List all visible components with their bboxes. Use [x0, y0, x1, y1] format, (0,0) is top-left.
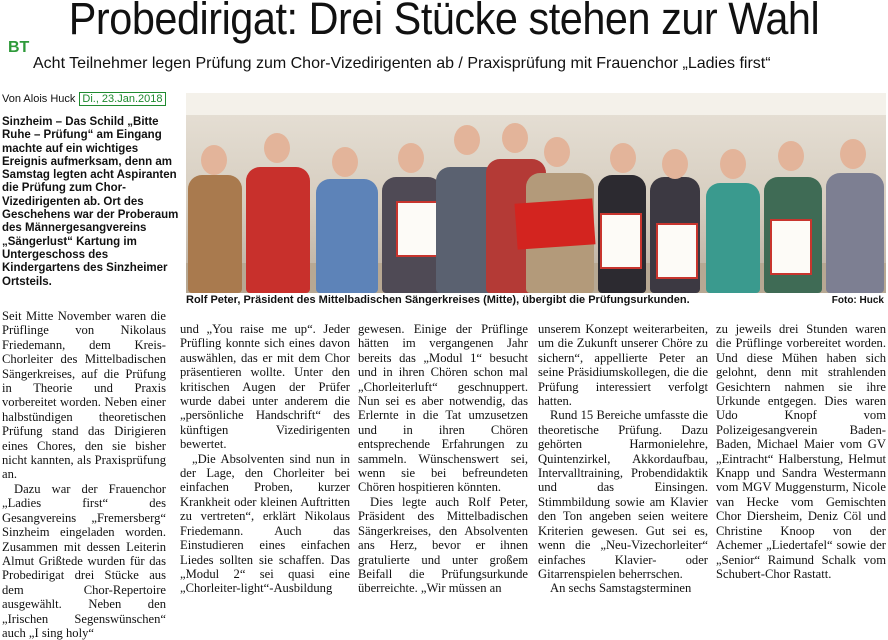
paragraph: unserem Konzept weiterarbeiten, um die Zukunft unserer Chöre zu sichern“, appellierte Peter an seine Präsidiumskollegen, die die Prüfung interessiert verfolgt hatten. — [538, 322, 708, 409]
article-column-2 — [180, 322, 350, 596]
person-head — [544, 137, 570, 167]
person-head — [720, 149, 746, 179]
person-head — [201, 145, 227, 175]
photo-ceiling — [186, 93, 886, 115]
person-head — [610, 143, 636, 173]
red-certificate-folder — [514, 198, 595, 249]
person-head — [840, 139, 866, 169]
article-column-4 — [538, 322, 708, 596]
certificate — [396, 201, 438, 257]
paragraph: gewesen. Einige der Prüflinge hätten im vergangenen Jahr bereits das „Modul 1“ besucht und in ihren Chören schon mal „Chorleiterluft“ geschnuppert. Nun sei es aber notwendig, das Erlernte in die Tat umzusetzen und in ihren Chören entsprechende Erfahrungen zu sammeln. Wünschenswert sei, wenn sie bei befreundeten Chören hospitieren könnten. — [358, 322, 528, 495]
photo-credit: Foto: Huck — [831, 295, 884, 306]
paragraph: und „You raise me up“. Jeder Prüfling konnte sich eines davon auswählen, das er mit dem Chor präsentieren wollte. Unter den kritischen Augen der Prüfer wurde dabei unter anderem die „persönliche Handschrift“ des künftigen Vizedirigenten bewertet. — [180, 322, 350, 452]
group-photo — [186, 93, 886, 293]
person-figure — [706, 183, 760, 293]
photo-caption: Rolf Peter, Präsident des Mittelbadischen Sängerkreises (Mitte), übergibt die Prüfungsurkunden. — [186, 294, 690, 306]
paragraph: Rund 15 Bereiche umfasste die theoretische Prüfung. Dazu gehörten Harmonielehre, Quintenzirkel, Akkordaufbau, Intervalltraining, Probendidaktik und das Einsingen. Stimmbildung sowie am Klavier den Ton angeben seien weitere Kriterien gewesen. Gut sei es, wenn die „Neu-Vizechorleiter“ einfaches Klavier- oder Gitarrenspielen beherrschen. — [538, 408, 708, 581]
paragraph: „Die Absolventen sind nun in der Lage, den Chorleiter bei einfachen Proben, kurzer Krankheit oder kleinen Auftritten zu vertreten“, erklärt Nikolaus Friedemann. Auch das Einstudieren eines einfachen Liedes sollten sie schaffen. Das „Modul 2“ sei quasi eine „Chorleiter-light“-Ausbildung — [180, 451, 350, 596]
newspaper-logo: BT — [8, 39, 30, 56]
paragraph: Seit Mitte November waren die Prüflinge von Nikolaus Friedemann, dem Kreis-Chorleiter des Mittelbadischen Sängerkreises, auf die Prüfung in Theorie und Praxis vorbereitet worden. Neben einer halbstündigen theoretischen Prüfung stand das Dirigieren eines Chores, den sie bisher nicht kannten, als Praxisprüfung an. — [2, 309, 166, 482]
article-column-3 — [358, 322, 528, 596]
certificate — [656, 223, 698, 279]
author: Von Alois Huck — [2, 93, 76, 105]
byline — [2, 93, 166, 105]
publication-date: Di., 23.Jan.2018 — [79, 92, 165, 106]
person-figure — [826, 173, 884, 293]
person-head — [398, 143, 424, 173]
paragraph: An sechs Samstagsterminen — [550, 581, 692, 596]
person-figure — [188, 175, 242, 293]
person-head — [662, 149, 688, 179]
person-figure — [316, 179, 378, 293]
headline: Probedirigat: Drei Stücke stehen zur Wahl — [68, 0, 820, 44]
paragraph: Dies legte auch Rolf Peter, Präsident des Mittelbadischen Sängerkreises, den Absolventen ans Herz, bevor er ihnen gratulierte und unter großem Beifall die Prüfungsurkunde überreichte. „Wir müssen an — [358, 494, 528, 596]
certificate — [770, 219, 812, 275]
lead-paragraph — [2, 116, 182, 289]
person-head — [778, 141, 804, 171]
person-head — [502, 123, 528, 153]
article-column-5 — [716, 322, 886, 581]
paragraph: zu jeweils drei Stunden waren die Prüflinge vorbereitet worden. Und diese Mühen haben sich gelohnt, denn mit strahlenden Gesichtern nahmen sie ihre Urkunde entgegen. Dies waren Udo Knopf vom Polizeigesangverein Baden-Baden, Michael Maier vom GV „Eintracht“ Halberstung, Helmut Knapp und Sandra Westermann vom MGV Muggensturm, Nicole van Hecke vom Gemischten Chor Diersheim, Deniz Cöl und Christine Knoop von der Achemer „Liedertafel“ sowie der „Senior“ Raimund Schalk vom Schubert-Chor Rastatt. — [716, 322, 886, 581]
subheadline: Acht Teilnehmer legen Prüfung zum Chor-Vizedirigenten ab / Praxisprüfung mit Frauenchor „Ladies first“ — [33, 55, 771, 72]
person-head — [332, 147, 358, 177]
paragraph: Dazu war der Frauenchor „Ladies first“ des Gesangvereins „Fremersberg“ Sinzheim eingeladen worden. Zusammen mit dessen Leiterin Almut Grißtede wurden für das Probedirigat drei Stücke aus dem Chor-Repertoire ausgewählt. Neben den „Irischen Segenswünschen“ auch „I sing holy“ — [2, 481, 166, 640]
certificate — [600, 213, 642, 269]
article-column-1 — [2, 309, 166, 640]
person-figure — [246, 167, 310, 293]
lead-text: Sinzheim – Das Schild „Bitte Ruhe – Prüfung“ am Eingang machte auf ein wichtiges Ereignis aufmerksam, denn am Samstag legten acht Aspiranten die Prüfung zum Chor-Vizedirigenten ab. Ort des Geschehens war der Proberaum des Männergesangvereins „Sängerlust“ Kartung im Untergeschoss des Kindergartens des Sinzheimer Ortsteils. — [2, 116, 179, 288]
person-head — [454, 125, 480, 155]
person-head — [264, 133, 290, 163]
